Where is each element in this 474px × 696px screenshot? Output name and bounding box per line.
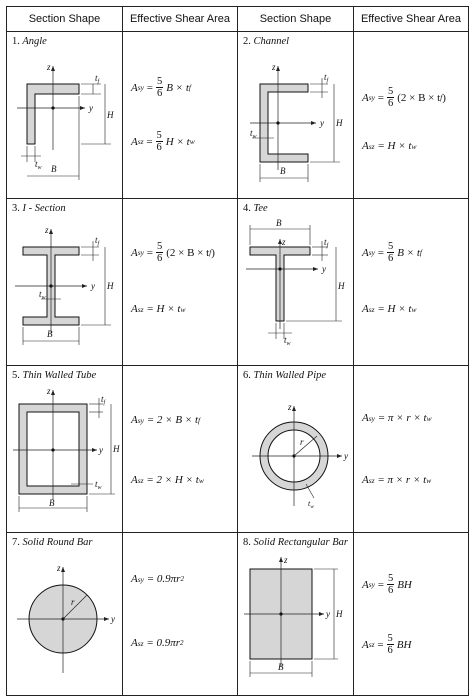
formula-cell-solid-round-bar — [123, 533, 238, 696]
channel-diagram — [238, 32, 354, 198]
label-r: r — [300, 437, 304, 447]
header-effective-shear-area-1: Effective Shear Area — [123, 7, 238, 32]
label-y: y — [91, 281, 95, 291]
formula-cell-i-section — [123, 199, 238, 366]
label-tf: $t_f$ — [324, 72, 329, 84]
shape-cell-angle — [7, 32, 123, 199]
formula-cell-thin-walled-pipe — [354, 366, 469, 533]
section-number: 3. — [12, 203, 20, 214]
label-z: z — [272, 62, 276, 72]
section-name: I - Section — [22, 203, 66, 214]
label-H: H — [107, 281, 114, 291]
formula-asy: A sy = $\frac{5}{6}$ (2 × B × t f ) — [131, 241, 215, 264]
label-tw: $t_w$ — [284, 335, 291, 347]
section-name: Channel — [253, 36, 290, 47]
label-tw: $t_w$ — [250, 128, 257, 140]
formula-asz: A sz = 2 × H × t w — [131, 474, 204, 486]
shape-cell-solid-round-bar — [7, 533, 123, 696]
label-B: B — [47, 329, 53, 339]
formula-asz: A sz = 0.9πr 2 — [131, 637, 184, 649]
label-y: y — [326, 609, 330, 619]
label-z: z — [47, 62, 51, 72]
label-B: B — [278, 662, 284, 672]
section-name: Angle — [22, 36, 47, 47]
label-y: y — [320, 118, 324, 128]
solid-rectangular-bar-diagram — [238, 533, 354, 695]
formula-asy: A sy = 2 × B × t f — [131, 414, 201, 426]
formula-cell-angle — [123, 32, 238, 199]
label-r: r — [71, 597, 75, 607]
i-section-diagram — [7, 199, 123, 365]
formula-asy: A sy = π × r × t w — [362, 412, 432, 424]
header-section-shape-1: Section Shape — [7, 7, 123, 32]
formula-asz: A sz = H × t w — [362, 140, 417, 152]
formula-asy: A sy = $\frac{5}{6}$ BH — [362, 573, 412, 596]
label-H: H — [107, 110, 114, 120]
label-z: z — [282, 237, 286, 247]
label-y: y — [111, 614, 115, 624]
label-z: z — [45, 225, 49, 235]
label-H: H — [336, 118, 343, 128]
formula-cell-tee — [354, 199, 469, 366]
section-number: 6. — [243, 370, 251, 381]
formula-cell-solid-rectangular-bar — [354, 533, 469, 696]
label-H: H — [113, 444, 120, 454]
shape-cell-channel — [238, 32, 354, 199]
thin-walled-pipe-diagram — [238, 366, 354, 532]
label-z: z — [288, 402, 292, 412]
section-name: Solid Rectangular Bar — [253, 537, 348, 548]
label-z: z — [57, 563, 61, 573]
shape-cell-thin-walled-pipe — [238, 366, 354, 533]
thin-walled-tube-diagram — [7, 366, 123, 532]
table — [6, 6, 469, 696]
formula-asz: A sz = $\frac{5}{6}$ BH — [362, 633, 412, 656]
label-tf: $t_f$ — [95, 235, 100, 247]
formula-asy: A sy = $\frac{5}{6}$ (2 × B × t f ) — [362, 86, 446, 109]
label-y: y — [344, 451, 348, 461]
formula-asz: A sz = $\frac{5}{6}$ H × t w — [131, 130, 195, 153]
shape-cell-i-section — [7, 199, 123, 366]
formula-asy: A sy = $\frac{5}{6}$ B × t f — [362, 241, 422, 264]
formula-asz: A sz = H × t w — [131, 303, 186, 315]
header-effective-shear-area-2: Effective Shear Area — [354, 7, 469, 32]
solid-round-bar-diagram — [7, 533, 123, 695]
table-row — [7, 32, 469, 199]
label-y: y — [322, 264, 326, 274]
label-tf: $t_f$ — [95, 73, 100, 85]
section-number: 8. — [243, 537, 251, 548]
label-tw: $t_w$ — [39, 289, 46, 301]
label-z: z — [47, 386, 51, 396]
table-row — [7, 366, 469, 533]
section-number: 1. — [12, 36, 20, 47]
label-tf: $t_f$ — [101, 394, 106, 406]
label-z: z — [284, 555, 288, 565]
angle-diagram — [7, 32, 123, 198]
table-row — [7, 533, 469, 696]
section-name: Thin Walled Pipe — [253, 370, 327, 381]
formula-cell-channel — [354, 32, 469, 199]
tee-diagram — [238, 199, 354, 365]
section-number: 5. — [12, 370, 20, 381]
formula-asz: A sz = π × r × t w — [362, 474, 432, 486]
formula-asz: A sz = H × t w — [362, 303, 417, 315]
formula-asy: A sy = $\frac{5}{6}$ B × t f — [131, 76, 191, 99]
label-H: H — [338, 281, 345, 291]
label-y: y — [99, 445, 103, 455]
formula-asy: A sy = 0.9πr 2 — [131, 573, 184, 585]
label-B: B — [49, 498, 55, 508]
label-y: y — [89, 103, 93, 113]
shape-cell-solid-rectangular-bar — [238, 533, 354, 696]
header-row — [7, 7, 469, 32]
section-name: Solid Round Bar — [22, 537, 93, 548]
section-number: 2. — [243, 36, 251, 47]
label-B: B — [280, 166, 286, 176]
section-name: Tee — [253, 203, 268, 214]
table-row — [7, 199, 469, 366]
label-tf: $t_f$ — [324, 237, 329, 249]
formula-cell-thin-walled-tube — [123, 366, 238, 533]
shape-cell-tee — [238, 199, 354, 366]
section-number: 4. — [243, 203, 251, 214]
label-tw: $t_w$ — [308, 499, 314, 510]
label-B: B — [276, 218, 282, 228]
section-number: 7. — [12, 537, 20, 548]
label-B: B — [51, 164, 57, 174]
label-tw: $t_w$ — [95, 479, 102, 491]
shape-cell-thin-walled-tube — [7, 366, 123, 533]
label-H: H — [336, 609, 343, 619]
label-tw: $t_w$ — [35, 159, 42, 171]
section-name: Thin Walled Tube — [22, 370, 97, 381]
header-section-shape-2: Section Shape — [238, 7, 354, 32]
